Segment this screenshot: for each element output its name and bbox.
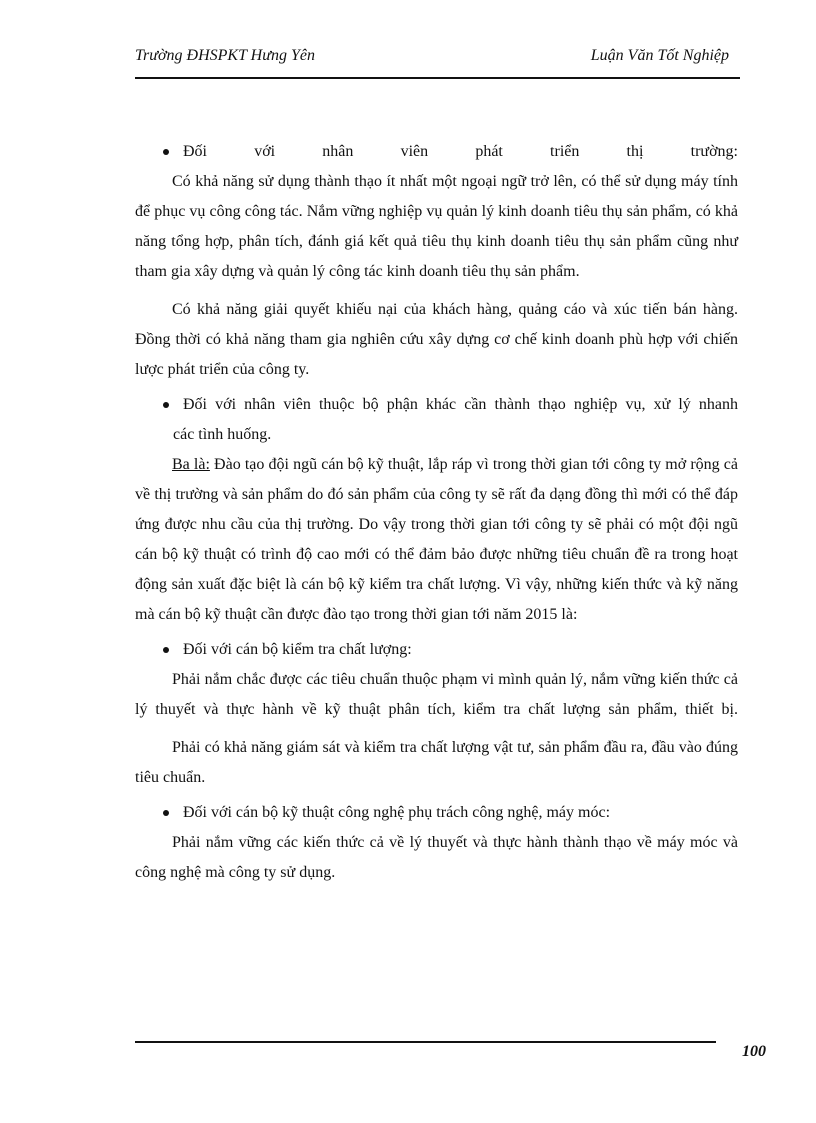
bullet-dot-icon [163,647,169,653]
header-title: Luận Văn Tốt Nghiệp [590,47,729,64]
footer-rule [135,1041,716,1043]
bullet-text: Đối với nhân viên phát triển thị trường: [183,143,738,160]
bullet-text-line2: các tình huống. [173,426,272,443]
bullet-text-line1: Đối với nhân viên thuộc bộ phận khác cần thành thạo nghiệp vụ, xử lý nhanh [183,396,738,413]
paragraph-quality-standards: Phải nắm chắc được các tiêu chuẩn thuộc phạm vi mình quản lý, nắm vững kiến thức cả lý thuyết và thực hành về kỹ thuật phân tích, kiểm tra chất lượng sản phẩm, thiết bị. [135,671,738,718]
bullet-market-staff [135,137,738,167]
paragraph-market-skills: Có khả năng sử dụng thành thạo ít nhất một ngoại ngữ trở lên, có thể sử dụng máy tính để phục vụ công công tác. Nắm vững nghiệp vụ quản lý kinh doanh tiêu thụ sản phẩm, có khả năng tổng hợp, phân tích, đánh giá kết quả tiêu thụ kinh doanh tiêu thụ sản phẩm cũng như tham gia xây dựng và quản lý công tác kinh doanh tiêu thụ sản phẩm. [135,173,738,280]
paragraph-complaints: Có khả năng giải quyết khiếu nại của khách hàng, quảng cáo và xúc tiến bán hàng. Đồng thời có khả năng tham gia nghiên cứu xây dựng cơ chế kinh doanh phù hợp với chiến lược phát triển của công ty. [135,301,738,378]
bullet-dot-icon [163,402,169,408]
bullet-other-staff [135,390,738,450]
paragraph-machinery: Phải nắm vững các kiến thức cả về lý thuyết và thực hành thành thạo về máy móc và công nghệ mà công ty sử dụng. [135,834,738,881]
bullet-tech-staff [135,798,738,828]
bullet-dot-icon [163,149,169,155]
page-header [135,47,739,73]
page-body [135,132,738,888]
paragraph-ba-la [135,450,738,630]
paragraph-supervision: Phải có khả năng giám sát và kiểm tra chất lượng vật tư, sản phẩm đầu ra, đầu vào đúng tiêu chuẩn. [135,739,738,786]
paragraph-ba-la-text: Đào tạo đội ngũ cán bộ kỹ thuật, lắp ráp vì trong thời gian tới công ty mở rộng cả về thị trường và sản phẩm do đó sản phẩm của công ty sẽ rất đa dạng đồng thì mới có thể đáp ứng được nhu cầu của thị trường. Do vậy trong thời gian tới công ty sẽ phải có một đội ngũ cán bộ kỹ thuật có trình độ cao mới có thể đảm bảo được những tiêu chuẩn đề ra trong hoạt động sản xuất đặc biệt là cán bộ kỹ kiểm tra chất lượng. Vì vậy, những kiến thức và kỹ năng mà cán bộ kỹ thuật cần được đào tạo trong thời gian tới năm 2015 là: [135,456,738,623]
header-school: Trường ĐHSPKT Hưng Yên [135,47,315,64]
bullet-text: Đối với cán bộ kiểm tra chất lượng: [183,641,412,658]
page-number: 100 [742,1043,766,1060]
label-ba-la: Ba là: [172,456,210,473]
bullet-dot-icon [163,810,169,816]
bullet-quality-staff [135,635,738,665]
header-rule [135,77,740,79]
bullet-text: Đối với cán bộ kỹ thuật công nghệ phụ trách công nghệ, máy móc: [183,804,611,821]
